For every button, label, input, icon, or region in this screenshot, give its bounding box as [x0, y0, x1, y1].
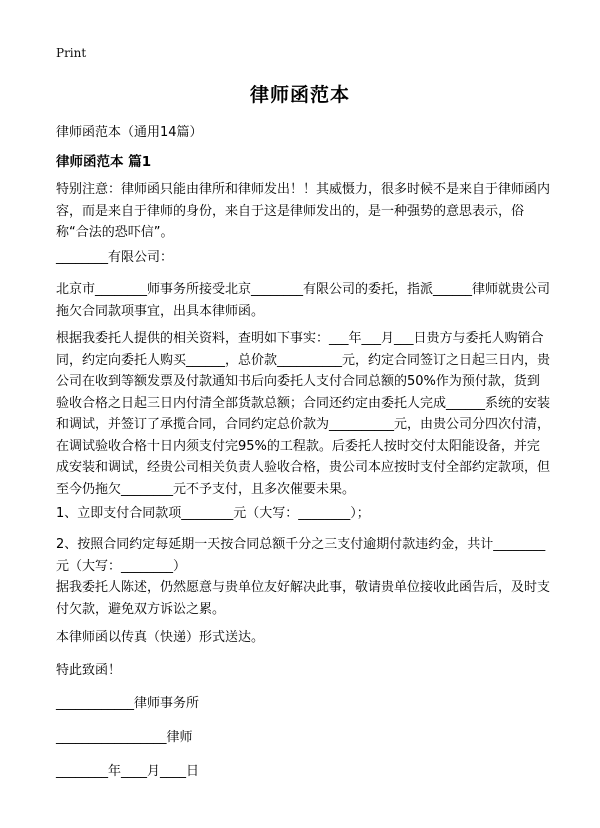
demand-item-1: 1、立即支付合同款项________元（大写：________）； — [56, 506, 370, 521]
facts-paragraph: 根据我委托人提供的相关资料，查明如下事实：___年___月___日贵方与委托人购销合同，约定向委托人购买______，总价款__________元，约定合同签订之日起三日内，贵公司在收到等额发票及付款通知书后向委托人支付合同总额的50%作为预付款，货到验收合格之日起三日内付清全部货款总额；合同还约定由委托人完成______系统的安装和调试，并签订了承揽合同，合同约定总价款为__________元，由贵公司分四次付清，在调试验收合格十日内须支付完95%的工程款。后委托人按时交付太阳能设备，并完成安装和调试，经贵公司相关负责人验收合格，贵公司本应按时支付全部约定款项，但至今仍拖欠________元不予支付，且多次催要未果。 — [56, 331, 551, 497]
signature-date-line: ________年____月____日 — [56, 764, 200, 779]
delivery-paragraph: 本律师函以传真（快递）形式送达。 — [56, 630, 265, 645]
signature-firm-line: ____________律师事务所 — [56, 696, 200, 711]
intro-paragraph: 特别注意：律师函只能由律所和律师发出！！其威慑力，很多时候不是来自于律师函内容，而是来自于律师的身份，来自于这是律师发出的，是一种强势的意思表示，俗称“合法的恐吓信”。 — [56, 182, 551, 240]
document-title: 律师函范本 — [249, 84, 350, 106]
print-label[interactable]: Print — [56, 46, 87, 60]
signature-lawyer-line: _________________律师 — [56, 730, 193, 745]
document-subtitle: 律师函范本（通用14篇） — [56, 125, 203, 140]
addressee-line: ________有限公司： — [56, 250, 174, 265]
demand-item-2: 2、按照合同约定每延期一天按合同总额千分之三支付逾期付款违约金，共计________元（大写：________） — [56, 537, 546, 574]
section-title: 律师函范本 篇1 — [56, 154, 152, 170]
settlement-paragraph: 据我委托人陈述，仍然愿意与贵单位友好解决此事，敬请贵单位接收此函告后，及时支付欠款，避免双方诉讼之累。 — [56, 580, 551, 617]
closing-line: 特此致函！ — [56, 663, 122, 678]
entrustment-paragraph: 北京市________师事务所接受北京________有限公司的委托，指派______律师就贵公司拖欠合同款项事宜，出具本律师函。 — [56, 282, 551, 319]
